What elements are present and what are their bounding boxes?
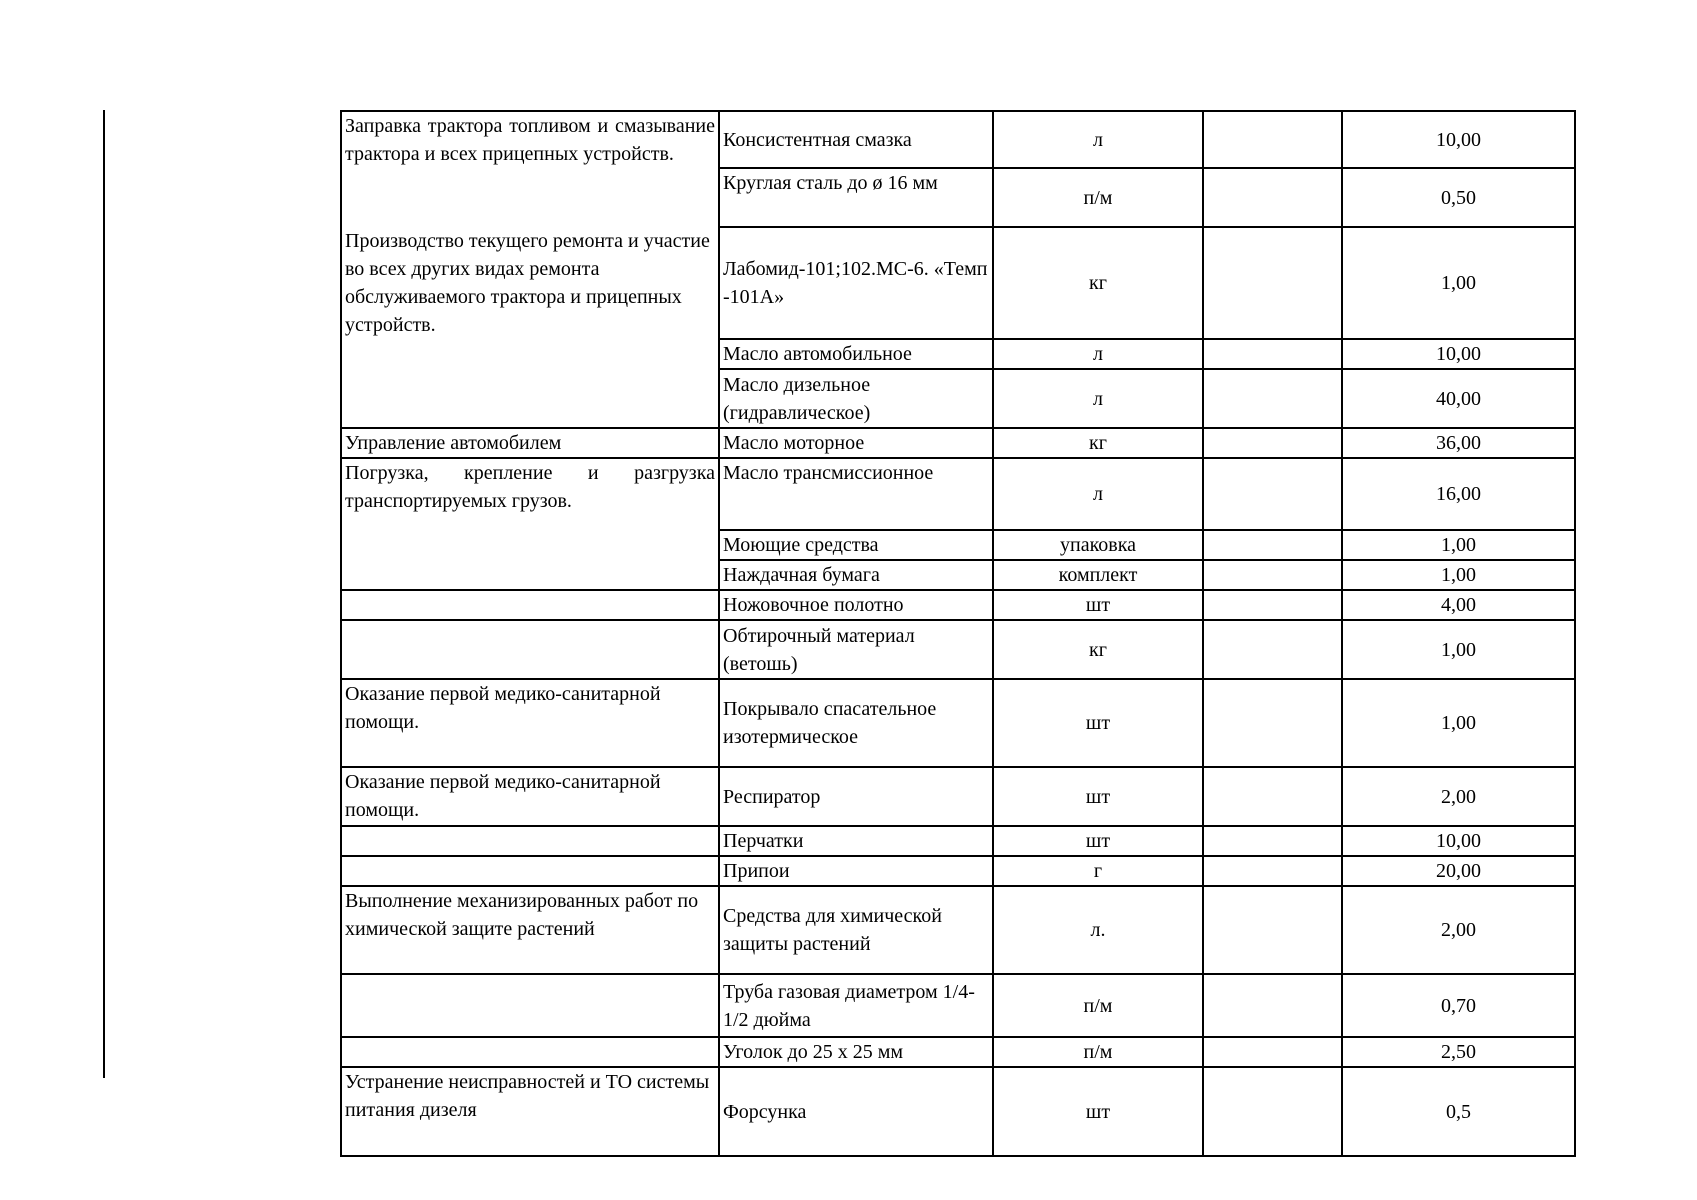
material-cell: Перчатки xyxy=(719,826,993,856)
empty-cell xyxy=(1203,886,1342,974)
unit-cell: шт xyxy=(993,767,1203,826)
material-cell: Ножовочное полотно xyxy=(719,590,993,620)
table-row xyxy=(341,369,1575,428)
material-cell: Масло трансмиссионное xyxy=(719,458,993,530)
quantity-cell: 1,00 xyxy=(1342,530,1575,560)
table-row xyxy=(341,111,1575,168)
empty-cell xyxy=(1203,111,1342,168)
material-cell: Лабомид-101;102.МС-6. «Темп -101А» xyxy=(719,227,993,339)
work-cell xyxy=(341,227,719,339)
empty-cell xyxy=(1203,620,1342,679)
empty-cell xyxy=(1203,168,1342,227)
table-row xyxy=(341,590,1575,620)
work-cell xyxy=(341,590,719,620)
table-row xyxy=(341,530,1575,560)
material-cell: Покрывало спасательное изотермическое xyxy=(719,679,993,767)
work-cell xyxy=(341,428,719,458)
unit-cell: г xyxy=(993,856,1203,886)
table-row xyxy=(341,974,1575,1037)
material-cell: Масло автомобильное xyxy=(719,339,993,369)
work-cell xyxy=(341,369,719,428)
unit-cell: шт xyxy=(993,826,1203,856)
work-text: Выполнение механизированных работ по химической защите растений xyxy=(345,890,699,940)
unit-cell: л xyxy=(993,339,1203,369)
work-cell xyxy=(341,856,719,886)
work-cell xyxy=(341,826,719,856)
work-cell xyxy=(341,679,719,767)
empty-cell xyxy=(1203,974,1342,1037)
work-cell xyxy=(341,767,719,826)
quantity-cell: 2,00 xyxy=(1342,767,1575,826)
left-margin-rule xyxy=(103,110,105,1078)
table-row xyxy=(341,428,1575,458)
table-row xyxy=(341,227,1575,339)
quantity-cell: 36,00 xyxy=(1342,428,1575,458)
empty-cell xyxy=(1203,369,1342,428)
unit-cell: л xyxy=(993,111,1203,168)
quantity-cell: 4,00 xyxy=(1342,590,1575,620)
work-cell xyxy=(341,458,719,530)
unit-cell: л. xyxy=(993,886,1203,974)
material-cell: Моющие средства xyxy=(719,530,993,560)
table-row xyxy=(341,1067,1575,1156)
quantity-cell: 1,00 xyxy=(1342,620,1575,679)
table-row xyxy=(341,826,1575,856)
work-text: Производство текущего ремонта и участие во всех других видах ремонта обслуживаемого трактора и прицепных устройств. xyxy=(345,230,710,336)
quantity-cell: 40,00 xyxy=(1342,369,1575,428)
unit-cell: п/м xyxy=(993,1037,1203,1067)
material-cell: Масло дизельное (гидравлическое) xyxy=(719,369,993,428)
table-row xyxy=(341,679,1575,767)
work-cell xyxy=(341,1037,719,1067)
unit-cell: кг xyxy=(993,428,1203,458)
empty-cell xyxy=(1203,530,1342,560)
table-row xyxy=(341,886,1575,974)
quantity-cell: 0,70 xyxy=(1342,974,1575,1037)
material-cell: Консистентная смазка xyxy=(719,111,993,168)
empty-cell xyxy=(1203,1067,1342,1156)
empty-cell xyxy=(1203,767,1342,826)
work-cell xyxy=(341,339,719,369)
quantity-cell: 10,00 xyxy=(1342,339,1575,369)
work-cell xyxy=(341,620,719,679)
quantity-cell: 1,00 xyxy=(1342,560,1575,590)
material-cell: Уголок до 25 х 25 мм xyxy=(719,1037,993,1067)
unit-cell: л xyxy=(993,369,1203,428)
empty-cell xyxy=(1203,1037,1342,1067)
empty-cell xyxy=(1203,560,1342,590)
material-cell: Средства для химической защиты растений xyxy=(719,886,993,974)
material-cell: Круглая сталь до ø 16 мм xyxy=(719,168,993,227)
material-cell: Наждачная бумага xyxy=(719,560,993,590)
table-row xyxy=(341,1037,1575,1067)
work-cell xyxy=(341,168,719,227)
work-text: Заправка трактора топливом и смазывание трактора и всех прицепных устройств. xyxy=(345,115,715,165)
table-row xyxy=(341,458,1575,530)
empty-cell xyxy=(1203,826,1342,856)
work-text: Оказание первой медико-санитарной помощи. xyxy=(345,683,661,733)
quantity-cell: 1,00 xyxy=(1342,227,1575,339)
empty-cell xyxy=(1203,428,1342,458)
table-row xyxy=(341,767,1575,826)
unit-cell: кг xyxy=(993,227,1203,339)
material-cell: Припои xyxy=(719,856,993,886)
work-cell xyxy=(341,974,719,1037)
material-cell: Обтирочный материал (ветошь) xyxy=(719,620,993,679)
work-cell xyxy=(341,111,719,168)
material-cell: Форсунка xyxy=(719,1067,993,1156)
work-cell xyxy=(341,560,719,590)
work-cell xyxy=(341,886,719,974)
empty-cell xyxy=(1203,679,1342,767)
quantity-cell: 2,00 xyxy=(1342,886,1575,974)
table-row xyxy=(341,560,1575,590)
unit-cell: упаковка xyxy=(993,530,1203,560)
empty-cell xyxy=(1203,458,1342,530)
unit-cell: п/м xyxy=(993,168,1203,227)
quantity-cell: 2,50 xyxy=(1342,1037,1575,1067)
empty-cell xyxy=(1203,856,1342,886)
table-row xyxy=(341,168,1575,227)
unit-cell: шт xyxy=(993,590,1203,620)
empty-cell xyxy=(1203,590,1342,620)
quantity-cell: 16,00 xyxy=(1342,458,1575,530)
work-text: Оказание первой медико-санитарной помощи. xyxy=(345,771,661,821)
work-text: Управление автомобилем xyxy=(345,432,562,454)
work-text: Погрузка, крепление и разгрузка транспортируемых грузов. xyxy=(345,462,715,512)
unit-cell: шт xyxy=(993,679,1203,767)
material-cell: Масло моторное xyxy=(719,428,993,458)
unit-cell: п/м xyxy=(993,974,1203,1037)
work-text: Устранение неисправностей и ТО системы питания дизеля xyxy=(345,1071,710,1121)
work-cell xyxy=(341,1067,719,1156)
quantity-cell: 10,00 xyxy=(1342,111,1575,168)
table-row xyxy=(341,339,1575,369)
empty-cell xyxy=(1203,227,1342,339)
materials-table xyxy=(340,110,1576,1157)
quantity-cell: 1,00 xyxy=(1342,679,1575,767)
unit-cell: шт xyxy=(993,1067,1203,1156)
unit-cell: кг xyxy=(993,620,1203,679)
unit-cell: комплект xyxy=(993,560,1203,590)
table-row xyxy=(341,620,1575,679)
material-cell: Респиратор xyxy=(719,767,993,826)
material-cell: Труба газовая диаметром 1/4-1/2 дюйма xyxy=(719,974,993,1037)
unit-cell: л xyxy=(993,458,1203,530)
quantity-cell: 0,50 xyxy=(1342,168,1575,227)
empty-cell xyxy=(1203,339,1342,369)
table-row xyxy=(341,856,1575,886)
work-cell xyxy=(341,530,719,560)
quantity-cell: 10,00 xyxy=(1342,826,1575,856)
quantity-cell: 20,00 xyxy=(1342,856,1575,886)
quantity-cell: 0,5 xyxy=(1342,1067,1575,1156)
